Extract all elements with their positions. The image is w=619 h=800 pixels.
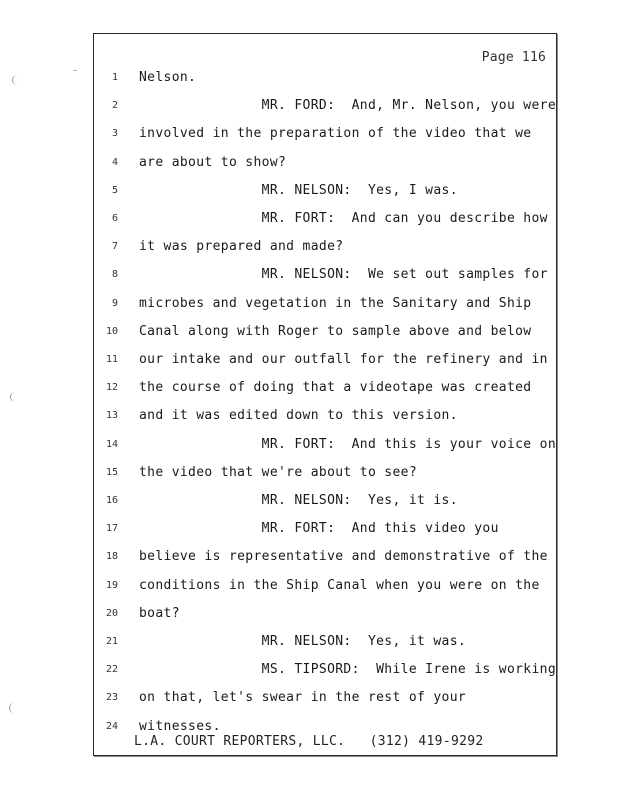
transcript-line: involved in the preparation of the video that we: [139, 126, 532, 142]
line-number: 18: [105, 551, 118, 563]
line-number: 6: [111, 213, 118, 224]
page-number: Page 116: [481, 50, 546, 65]
transcript-line: MS. TIPSORD: While Irene is working: [139, 662, 557, 678]
line-number: 13: [105, 410, 118, 422]
line-number: 7: [111, 241, 118, 253]
transcript-line: are about to show?: [139, 154, 287, 170]
transcript-line: the video that we're about to see?: [139, 464, 418, 480]
transcript-line: it was prepared and made?: [139, 239, 344, 255]
line-number: 9: [111, 297, 118, 309]
transcript-line: MR. FORT: And this video you: [139, 521, 499, 537]
transcript-line: our intake and our outfall for the refinery and in: [139, 352, 548, 367]
transcript-line: MR. FORT: And this is your voice on: [139, 436, 557, 452]
line-number: 3: [111, 128, 118, 140]
line-number: 21: [105, 636, 118, 647]
transcript-line: witnesses.: [139, 718, 221, 734]
binder-hole-mark: [9, 703, 20, 713]
scan-speck: [73, 70, 77, 71]
line-number: 15: [105, 466, 118, 478]
line-number: 4: [111, 156, 118, 168]
line-number: 12: [105, 382, 118, 394]
line-number: 16: [105, 495, 118, 506]
line-number: 23: [105, 692, 118, 704]
transcript-line: microbes and vegetation in the Sanitary and Ship: [139, 295, 532, 311]
transcript-line: and it was edited down to this version.: [139, 408, 458, 424]
court-reporter-footer: L.A. COURT REPORTERS, LLC. (312) 419-9292: [134, 734, 484, 749]
line-number: 19: [105, 579, 118, 591]
transcript-line: MR. NELSON: Yes, it was.: [139, 634, 467, 649]
transcript-line: on that, let's swear in the rest of your: [139, 690, 467, 706]
transcript-line: Nelson.: [139, 70, 197, 85]
line-number: 11: [105, 354, 118, 365]
transcript-line: MR. FORD: And, Mr. Nelson, you were: [139, 98, 557, 114]
line-number: 24: [105, 720, 118, 732]
transcript-line: believe is representative and demonstrative of the: [139, 549, 548, 565]
transcript-line: conditions in the Ship Canal when you were on the: [139, 577, 540, 593]
binder-hole-mark: [10, 392, 21, 402]
transcript-page: [93, 33, 557, 756]
line-number: 10: [105, 325, 118, 337]
transcript-line: MR. NELSON: Yes, I was.: [139, 182, 458, 198]
transcript-line: MR. NELSON: Yes, it is.: [139, 493, 458, 508]
line-number: 20: [105, 607, 118, 619]
binder-hole-mark: [12, 75, 23, 85]
transcript-line: MR. FORT: And can you describe how: [139, 211, 548, 226]
line-number: 17: [105, 523, 118, 535]
transcript-line: boat?: [139, 605, 180, 621]
line-number: 1: [111, 72, 118, 83]
line-number: 14: [105, 438, 118, 450]
transcript-line: MR. NELSON: We set out samples for: [139, 267, 548, 283]
line-number: 8: [111, 269, 118, 281]
line-number: 2: [111, 100, 118, 112]
transcript-line: the course of doing that a videotape was created: [139, 380, 532, 396]
transcript-line: Canal along with Roger to sample above and below: [139, 323, 532, 339]
line-number: 5: [111, 184, 118, 196]
line-number: 22: [105, 664, 118, 676]
